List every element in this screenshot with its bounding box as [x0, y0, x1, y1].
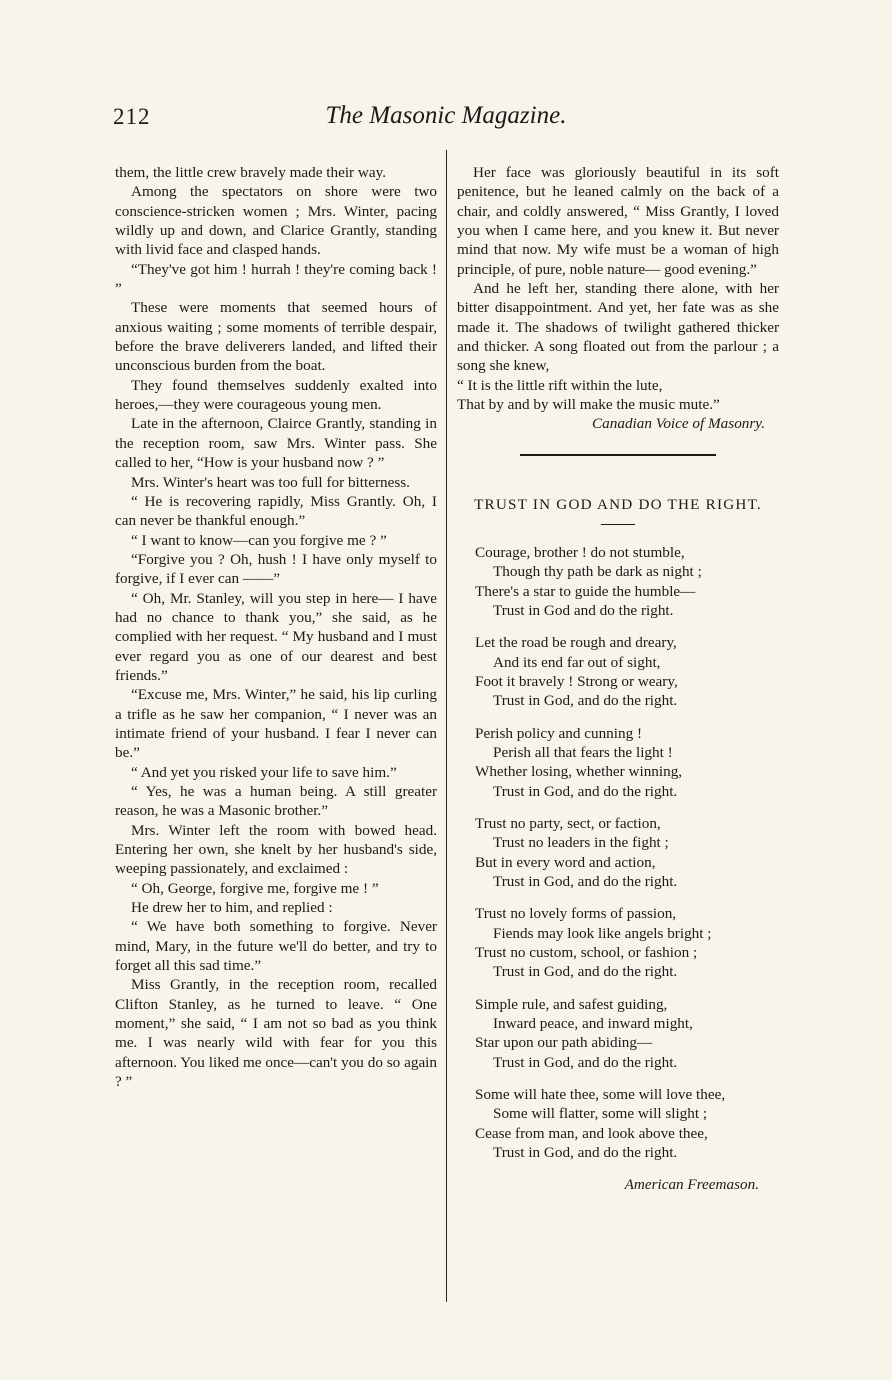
left-column: [115, 163, 437, 1092]
verse-line: Foot it bravely ! Strong or weary,: [475, 672, 678, 690]
poem: [457, 543, 779, 1163]
verse-line: There's a star to guide the humble—: [475, 582, 696, 600]
verse-line: Trust in God, and do the right.: [493, 782, 678, 800]
verse-line: Trust no custom, school, or fashion ;: [475, 944, 698, 961]
paragraph: “ And yet you risked your life to save him.”: [131, 763, 397, 781]
paragraph: “ Oh, Mr. Stanley, will you step in here— I have had no chance to thank you,” she said, as he complied with her request. “ My husband and I must ever regard you as one of our dearest and best friends.”: [115, 589, 437, 684]
paragraph: Her face was gloriously beautiful in its soft penitence, but he leaned calmly on the back of a chair, and coldly answered, “ Miss Grantly, I loved you when I came here, and you knew it. But never mind that now. My wife must be a woman of high principle, of pure, noble nature— good evening.”: [457, 164, 779, 278]
verse-line: Some will hate thee, some will love thee,: [475, 1086, 726, 1104]
verse-line: Trust no lovely forms of passion,: [475, 905, 677, 923]
verse-line: Inward peace, and inward might,: [493, 1015, 693, 1033]
verse-line: And its end far out of sight,: [493, 653, 661, 671]
verse-line: But in every word and action,: [475, 853, 656, 871]
stanza: [475, 814, 779, 891]
verse-line: Perish all that fears the light !: [493, 743, 673, 761]
section-divider: [520, 454, 716, 456]
quote-line: “ It is the little rift within the lute,: [457, 376, 663, 394]
verse-line: Let the road be rough and dreary,: [475, 634, 677, 652]
paragraph: Among the spectators on shore were two conscience-stricken women ; Mrs. Winter, pacing wildly up and down, and Clarice Grantly, standing with livid face and clasped hands.: [115, 183, 437, 259]
verse-line: Trust in God and do the right.: [493, 601, 674, 619]
paragraph: And he left her, standing there alone, with her bitter disappointment. And yet, her fate was as she made it. The shadows of twilight gathered thicker and thicker. A song floated out from the parlour ; a song she knew,: [457, 280, 779, 375]
stanza: [475, 904, 779, 981]
verse-line: Trust no party, sect, or faction,: [475, 814, 661, 832]
verse-line: Fiends may look like angels bright ;: [493, 924, 712, 942]
page-number: 212: [113, 104, 151, 129]
verse-line: Trust in God, and do the right.: [493, 872, 678, 890]
verse-line: Some will flatter, some will slight ;: [493, 1105, 708, 1123]
right-column: [457, 163, 779, 1195]
verse-line: Trust no leaders in the fight ;: [493, 834, 669, 852]
signature-canadian-voice: Canadian Voice of Masonry.: [592, 415, 765, 433]
stanza: [475, 995, 779, 1072]
stanza: [475, 1085, 779, 1162]
signature-american-freemason: American Freemason.: [624, 1176, 759, 1194]
verse-line: Whether losing, whether winning,: [475, 763, 683, 781]
paragraph: “Excuse me, Mrs. Winter,” he said, his lip curling a trifle as he saw her companion, “ I never was an intimate friend of your husband. I fear I never can be.”: [115, 686, 437, 762]
right-paragraphs: [457, 163, 779, 376]
paragraph: “ I want to know—can you forgive me ? ”: [131, 531, 387, 549]
running-title: The Masonic Magazine.: [325, 102, 567, 129]
paragraph: Mrs. Winter's heart was too full for bitterness.: [131, 473, 410, 491]
verse-line: Trust in God, and do the right.: [493, 1053, 678, 1071]
paragraph: “ We have both something to forgive. Never mind, Mary, in the future we'll do better, and try to forget all this sad time.”: [115, 918, 437, 975]
verse-line: Courage, brother ! do not stumble,: [475, 543, 685, 561]
paragraph: They found themselves suddenly exalted into heroes,—they were courageous young men.: [115, 376, 437, 414]
paragraph: He drew her to him, and replied :: [131, 899, 333, 917]
paragraph: “ Oh, George, forgive me, forgive me ! ”: [131, 879, 379, 897]
paragraph: Miss Grantly, in the reception room, recalled Clifton Stanley, as he turned to leave. “ One moment,” she said, “ I am not so bad as you think me. I was nearly wild with fear for you this afternoon. You liked me once—can't you do so again ? ”: [115, 976, 437, 1091]
verse-line: Trust in God, and do the right.: [493, 963, 678, 981]
title-short-rule: [601, 524, 635, 525]
paragraph: These were moments that seemed hours of anxious waiting ; some moments of terrible despair, before the brave deliverers landed, and lifted their unconscious burden from the boat.: [115, 299, 437, 375]
stanza: [475, 633, 779, 710]
stanza: [475, 724, 779, 801]
paragraph: Late in the afternoon, Clairce Grantly, standing in the reception room, saw Mrs. Winter pass. She called to her, “How is your husband now ? ”: [115, 415, 437, 472]
paragraph: “Forgive you ? Oh, hush ! I have only myself to forgive, if I ever can ——”: [115, 550, 437, 588]
paragraph: them, the little crew bravely made their way.: [115, 164, 387, 181]
song-quote: [457, 376, 779, 415]
verse-line: Star upon our path abiding—: [475, 1034, 653, 1052]
verse-line: Cease from man, and look above thee,: [475, 1124, 708, 1142]
paragraph: “They've got him ! hurrah ! they're coming back ! ”: [115, 260, 437, 298]
paragraph: “ He is recovering rapidly, Miss Grantly. Oh, I can never be thankful enough.”: [115, 492, 437, 530]
quote-line: That by and by will make the music mute.”: [457, 396, 720, 414]
column-divider: [446, 150, 447, 1302]
paragraph: “ Yes, he was a human being. A still greater reason, he was a Masonic brother.”: [115, 783, 437, 820]
verse-line: Perish policy and cunning !: [475, 724, 643, 742]
verse-line: Trust in God, and do the right.: [493, 1144, 678, 1162]
poem-title: TRUST IN GOD AND DO THE RIGHT.: [474, 495, 762, 513]
verse-line: Trust in God, and do the right.: [493, 692, 678, 710]
paragraph: Mrs. Winter left the room with bowed head. Entering her own, she knelt by her husband's side, weeping passionately, and exclaimed :: [115, 821, 437, 878]
verse-line: Simple rule, and safest guiding,: [475, 995, 668, 1013]
stanza: [475, 543, 779, 620]
verse-line: Though thy path be dark as night ;: [493, 563, 702, 581]
